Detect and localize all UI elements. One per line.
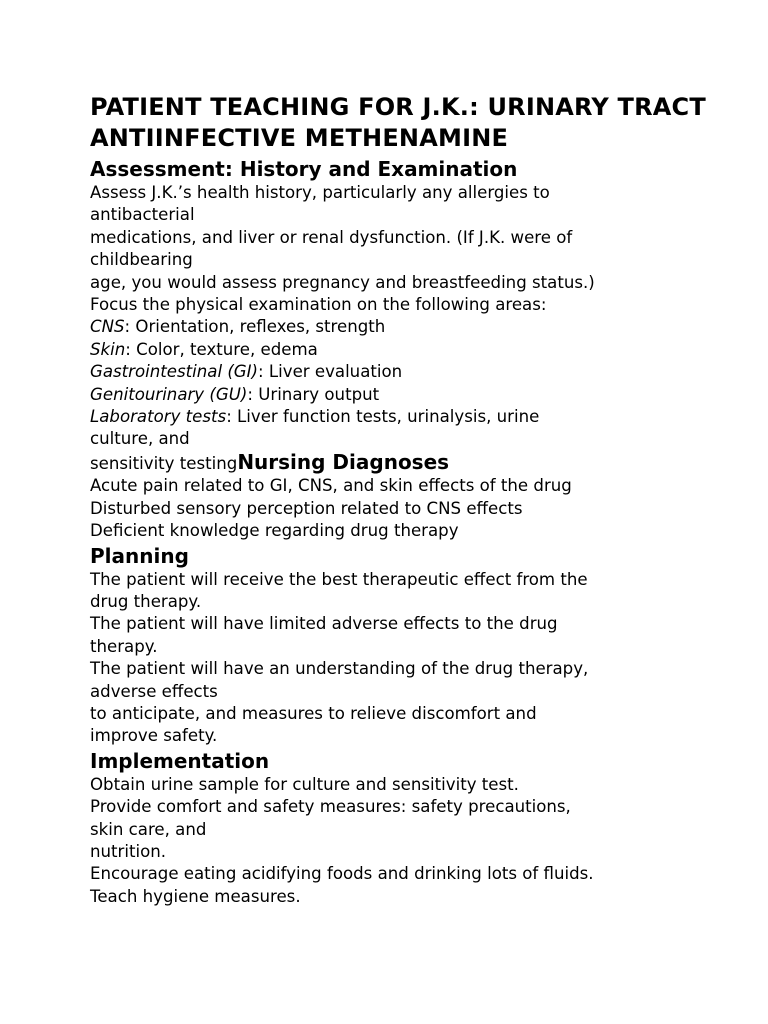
gi-item — [90, 361, 750, 383]
planning-line: adverse effects — [90, 681, 218, 701]
nursing-line: Acute pain related to GI, CNS, and skin effects of the drug — [90, 476, 572, 496]
gu-text: : Urinary output — [247, 384, 380, 404]
heading-implementation: Implementation — [90, 748, 270, 773]
implementation-line: Obtain urine sample for culture and sensitivity test. — [90, 774, 519, 794]
planning-line: therapy. — [90, 636, 158, 656]
planning-line: The patient will receive the best therapeutic effect from the — [90, 569, 588, 589]
gi-text: : Liver evaluation — [258, 362, 403, 382]
heading-planning: Planning — [90, 543, 189, 568]
implementation-line: Encourage eating acidifying foods and drinking lots of fluids. — [90, 864, 594, 884]
nursing-line: Deficient knowledge regarding drug therapy — [90, 521, 459, 541]
lab-text: : Liver function tests, urinalysis, urine — [226, 407, 540, 427]
gi-term: Gastrointestinal (GI) — [90, 362, 259, 382]
lab-item — [90, 406, 750, 428]
nursing-section — [90, 475, 750, 542]
implementation-line: skin care, and — [90, 819, 207, 839]
planning-line: The patient will have limited adverse effects to the drug — [90, 614, 558, 634]
lab-term: Laboratory tests — [90, 407, 227, 427]
assessment-line: childbearing — [90, 250, 193, 270]
heading-assessment: Assessment: History and Examination — [90, 157, 518, 181]
planning-line: improve safety. — [90, 726, 218, 746]
assessment-section — [90, 182, 750, 475]
gu-item — [90, 384, 750, 406]
heading-nursing-diagnoses: Nursing Diagnoses — [237, 449, 450, 474]
gu-term: Genitourinary (GU) — [90, 384, 248, 404]
skin-term: Skin — [90, 339, 126, 359]
implementation-line: Teach hygiene measures. — [90, 886, 301, 906]
implementation-line: Provide comfort and safety measures: safety precautions, — [90, 797, 571, 817]
implementation-line: nutrition. — [90, 841, 167, 861]
skin-text: : Color, texture, edema — [125, 339, 318, 359]
assessment-line: antibacterial — [90, 205, 195, 225]
assessment-line: Focus the physical examination on the following areas: — [90, 295, 547, 315]
lab-line: culture, and — [90, 429, 190, 449]
cns-item — [90, 316, 750, 338]
implementation-section — [90, 774, 750, 908]
lab-line-with-heading — [90, 451, 750, 475]
assessment-line: medications, and liver or renal dysfunction. (If J.K. were of — [90, 227, 573, 247]
document-title: PATIENT TEACHING FOR J.K.: URINARY TRACT ANTIINFECTIVE METHENAMINE — [90, 93, 706, 152]
lab-line-end: sensitivity testing — [90, 453, 238, 473]
planning-section — [90, 569, 750, 748]
assessment-line: Assess J.K.’s health history, particularly any allergies to — [90, 183, 550, 202]
planning-line: The patient will have an understanding of the drug therapy, — [90, 659, 589, 679]
planning-line: to anticipate, and measures to relieve discomfort and — [90, 703, 537, 723]
assessment-line: age, you would assess pregnancy and breastfeeding status.) — [90, 272, 595, 292]
cns-text: : Orientation, reflexes, strength — [124, 317, 386, 337]
skin-item — [90, 339, 750, 361]
planning-line: drug therapy. — [90, 591, 202, 611]
cns-term: CNS — [90, 317, 125, 337]
nursing-line: Disturbed sensory perception related to CNS effects — [90, 498, 523, 518]
document-body — [90, 92, 750, 908]
